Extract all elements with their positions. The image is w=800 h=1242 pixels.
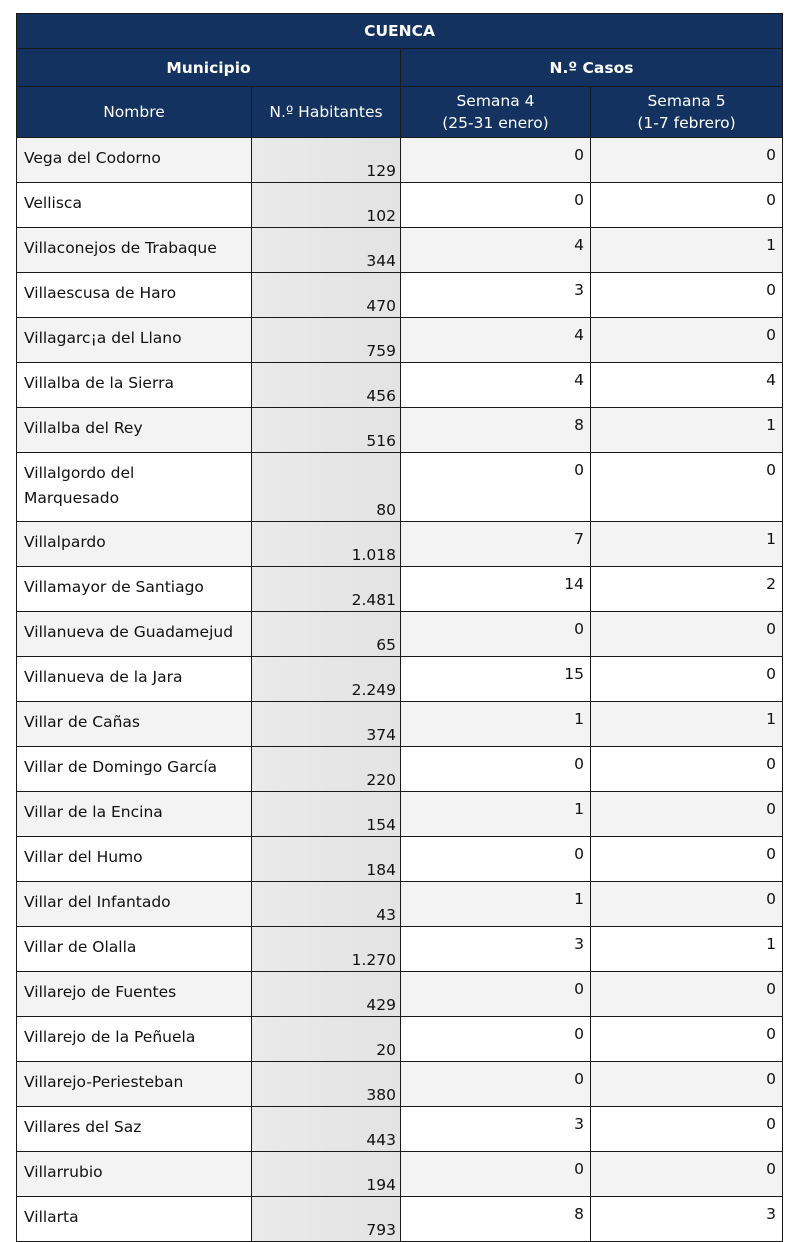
semana4-cases-cell: 0 [401, 1017, 591, 1062]
semana4-cases-cell: 0 [401, 138, 591, 183]
habitantes-cell: 344 [252, 228, 401, 273]
table-row [17, 972, 783, 1017]
habitantes-cell: 43 [252, 882, 401, 927]
semana5-cases-cell: 0 [591, 792, 783, 837]
habitantes-cell: 80 [252, 453, 401, 522]
table-title: CUENCA [17, 14, 783, 49]
semana5-cases-cell: 0 [591, 183, 783, 228]
table-row [17, 363, 783, 408]
semana5-cases-cell: 0 [591, 657, 783, 702]
habitantes-cell: 184 [252, 837, 401, 882]
semana5-cases-cell: 0 [591, 837, 783, 882]
cases-table [16, 13, 783, 1242]
habitantes-cell: 456 [252, 363, 401, 408]
habitantes-cell: 1.270 [252, 927, 401, 972]
table-row [17, 747, 783, 792]
habitantes-cell: 194 [252, 1152, 401, 1197]
table-row [17, 927, 783, 972]
semana4-cases-cell: 0 [401, 183, 591, 228]
semana4-cases-cell: 7 [401, 522, 591, 567]
semana4-cases-cell: 15 [401, 657, 591, 702]
semana5-cases-cell: 4 [591, 363, 783, 408]
habitantes-cell: 154 [252, 792, 401, 837]
table-row [17, 657, 783, 702]
table-row [17, 408, 783, 453]
municipio-name-cell: Villaescusa de Haro [17, 273, 252, 318]
semana5-cases-cell: 0 [591, 612, 783, 657]
municipio-name-cell: Vellisca [17, 183, 252, 228]
semana5-cases-cell: 3 [591, 1197, 783, 1242]
semana5-cases-cell: 0 [591, 1152, 783, 1197]
municipio-name-cell: Villar de Olalla [17, 927, 252, 972]
table-row [17, 318, 783, 363]
table-row [17, 1017, 783, 1062]
semana4-cases-cell: 8 [401, 1197, 591, 1242]
semana5-cases-cell: 1 [591, 522, 783, 567]
semana5-cases-cell: 1 [591, 408, 783, 453]
habitantes-cell: 470 [252, 273, 401, 318]
municipio-name-cell: Villalpardo [17, 522, 252, 567]
table-row [17, 792, 783, 837]
habitantes-cell: 380 [252, 1062, 401, 1107]
group-header-municipio: Municipio [17, 49, 401, 87]
habitantes-cell: 516 [252, 408, 401, 453]
semana4-cases-cell: 3 [401, 273, 591, 318]
semana4-cases-cell: 1 [401, 792, 591, 837]
habitantes-cell: 2.481 [252, 567, 401, 612]
table-row [17, 837, 783, 882]
semana5-cases-cell: 0 [591, 453, 783, 522]
table-row [17, 1152, 783, 1197]
semana4-cases-cell: 0 [401, 1152, 591, 1197]
table-row [17, 1107, 783, 1152]
semana4-cases-cell: 0 [401, 453, 591, 522]
semana4-cases-cell: 0 [401, 1062, 591, 1107]
municipio-name-cell: Villalgordo del Marquesado [17, 453, 252, 522]
habitantes-cell: 220 [252, 747, 401, 792]
table-row [17, 612, 783, 657]
semana4-cases-cell: 4 [401, 318, 591, 363]
municipio-name-cell: Villar de Cañas [17, 702, 252, 747]
municipio-name-cell: Villarrubio [17, 1152, 252, 1197]
semana5-cases-cell: 0 [591, 1062, 783, 1107]
habitantes-cell: 2.249 [252, 657, 401, 702]
column-header-semana4: Semana 4 (25-31 enero) [401, 87, 591, 138]
semana4-cases-cell: 1 [401, 882, 591, 927]
semana5-cases-cell: 0 [591, 1017, 783, 1062]
municipio-name-cell: Villarejo de la Peñuela [17, 1017, 252, 1062]
municipio-name-cell: Villar del Infantado [17, 882, 252, 927]
municipio-name-cell: Villanueva de la Jara [17, 657, 252, 702]
group-header-casos: N.º Casos [401, 49, 783, 87]
semana4-cases-cell: 8 [401, 408, 591, 453]
municipio-name-cell: Villamayor de Santiago [17, 567, 252, 612]
municipio-name-cell: Villar de Domingo García [17, 747, 252, 792]
table-row [17, 567, 783, 612]
table-row [17, 1197, 783, 1242]
municipio-name-cell: Villalba de la Sierra [17, 363, 252, 408]
habitantes-cell: 129 [252, 138, 401, 183]
semana5-cases-cell: 0 [591, 747, 783, 792]
habitantes-cell: 429 [252, 972, 401, 1017]
municipio-name-cell: Villagarc¡a del Llano [17, 318, 252, 363]
habitantes-cell: 793 [252, 1197, 401, 1242]
semana5-cases-cell: 1 [591, 927, 783, 972]
municipio-name-cell: Villaconejos de Trabaque [17, 228, 252, 273]
semana4-cases-cell: 14 [401, 567, 591, 612]
municipio-name-cell: Villarta [17, 1197, 252, 1242]
table-row [17, 453, 783, 522]
semana5-cases-cell: 0 [591, 318, 783, 363]
semana5-cases-cell: 0 [591, 972, 783, 1017]
semana5-cases-cell: 1 [591, 228, 783, 273]
semana4-cases-cell: 0 [401, 837, 591, 882]
municipio-name-cell: Villanueva de Guadamejud [17, 612, 252, 657]
habitantes-cell: 759 [252, 318, 401, 363]
semana4-cases-cell: 1 [401, 702, 591, 747]
semana5-cases-cell: 1 [591, 702, 783, 747]
semana5-cases-cell: 0 [591, 882, 783, 927]
table-row [17, 1062, 783, 1107]
semana4-cases-cell: 3 [401, 1107, 591, 1152]
semana5-cases-cell: 0 [591, 273, 783, 318]
table-row [17, 138, 783, 183]
semana4-cases-cell: 4 [401, 228, 591, 273]
table-row [17, 702, 783, 747]
table-row [17, 183, 783, 228]
semana5-cases-cell: 0 [591, 138, 783, 183]
municipio-name-cell: Villar del Humo [17, 837, 252, 882]
table-body [17, 138, 783, 1242]
habitantes-cell: 65 [252, 612, 401, 657]
semana4-cases-cell: 0 [401, 972, 591, 1017]
habitantes-cell: 374 [252, 702, 401, 747]
semana5-cases-cell: 0 [591, 1107, 783, 1152]
municipio-name-cell: Villarejo de Fuentes [17, 972, 252, 1017]
municipio-name-cell: Villar de la Encina [17, 792, 252, 837]
semana5-cases-cell: 2 [591, 567, 783, 612]
municipio-name-cell: Villalba del Rey [17, 408, 252, 453]
habitantes-cell: 1.018 [252, 522, 401, 567]
semana4-cases-cell: 0 [401, 747, 591, 792]
table-row [17, 228, 783, 273]
column-header-habitantes: N.º Habitantes [252, 87, 401, 138]
habitantes-cell: 443 [252, 1107, 401, 1152]
semana4-cases-cell: 3 [401, 927, 591, 972]
habitantes-cell: 102 [252, 183, 401, 228]
municipio-name-cell: Villarejo-Periesteban [17, 1062, 252, 1107]
table-row [17, 882, 783, 927]
column-header-nombre: Nombre [17, 87, 252, 138]
column-header-semana5: Semana 5 (1-7 febrero) [591, 87, 783, 138]
habitantes-cell: 20 [252, 1017, 401, 1062]
semana4-cases-cell: 0 [401, 612, 591, 657]
municipio-name-cell: Villares del Saz [17, 1107, 252, 1152]
municipio-name-cell: Vega del Codorno [17, 138, 252, 183]
table-row [17, 273, 783, 318]
semana4-cases-cell: 4 [401, 363, 591, 408]
table-row [17, 522, 783, 567]
